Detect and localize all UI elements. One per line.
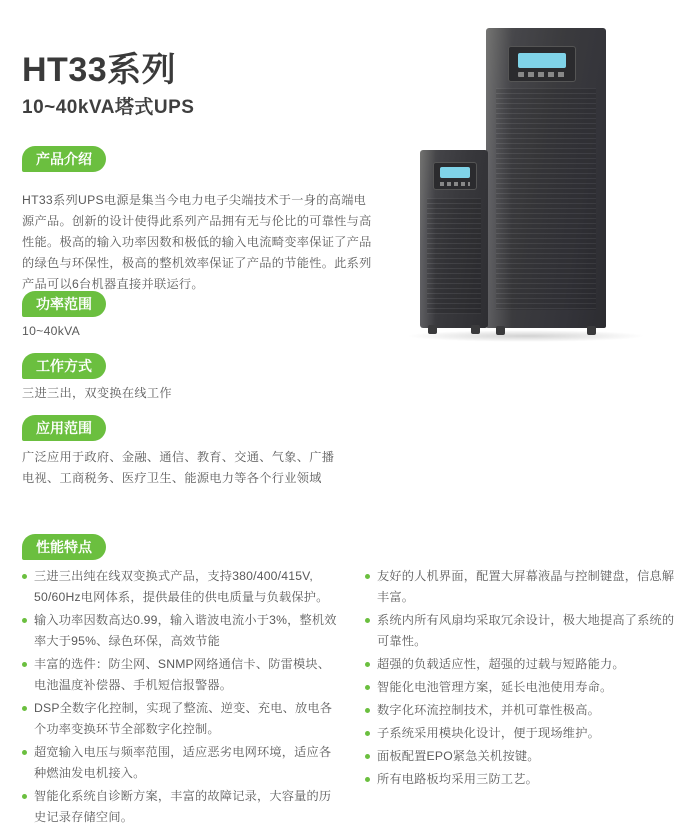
list-item-text: 三进三出纯在线双变换式产品，支持380/400/415V, 50/60Hz电网体系，提供最佳的供电质量与负载保护。 [34,569,329,604]
bullet-icon [365,731,370,736]
list-item [365,654,682,675]
list-item-text: 输入功率因数高达0.99，输入谐波电流小于3%，整机效率大于95%、绿色环保，高效节能 [34,613,337,648]
list-item-text: 系统内所有风扇均采取冗余设计，极大地提高了系统的可靠性。 [377,613,675,648]
features-right-column [365,566,682,830]
bullet-icon [365,574,370,579]
list-item-text: 丰富的选件：防尘网、SNMP网络通信卡、防雷模块、电池温度补偿器、手机短信报警器。 [34,657,331,692]
bullet-icon [365,777,370,782]
section-body-power-range: 10~40kVA [22,324,81,338]
section-body-operation-mode: 三进三出，双变换在线工作 [22,386,172,400]
bullet-icon [22,750,27,755]
list-item-text: 友好的人机界面，配置大屏幕液晶与控制键盘，信息解丰富。 [377,569,675,604]
ups-small-vents [427,198,481,314]
ups-small-control-panel [433,162,477,190]
bullet-icon [365,708,370,713]
bullet-icon [365,662,370,667]
product-shadow [406,330,646,342]
features-columns [22,566,682,830]
section-label-performance-features: 性能特点 [22,534,106,560]
lcd-screen-icon [518,53,566,68]
list-item [22,610,339,652]
list-item-text: DSP全数字化控制，实现了整流、逆变、充电、放电各个功率变换环节全部数字化控制。 [34,701,333,736]
page-title: HT33系列 [22,51,177,89]
keypad-icon [440,182,470,186]
bullet-icon [22,706,27,711]
list-item [22,786,339,828]
ups-small-foot [471,325,480,334]
ups-large-vents [496,88,596,310]
bullet-icon [365,685,370,690]
ups-large-control-panel [508,46,576,82]
bullet-icon [22,662,27,667]
list-item-text: 子系统采用模块化设计，便于现场维护。 [377,726,600,740]
list-item-text: 超宽输入电压与频率范围，适应恶劣电网环境，适应各种燃油发电机接入。 [34,745,332,780]
ups-large-foot [496,326,505,335]
list-item-text: 超强的负载适应性，超强的过载与短路能力。 [377,657,625,671]
features-left-column [22,566,339,830]
ups-small-unit [420,150,488,328]
section-label-application-scope: 应用范围 [22,415,106,441]
list-item [365,566,682,608]
section-label-product-intro: 产品介绍 [22,146,106,172]
list-item-text: 面板配置EPO紧急关机按键。 [377,749,540,763]
list-item-text: 智能化电池管理方案，延长电池使用寿命。 [377,680,613,694]
list-item [22,742,339,784]
page-subtitle: 10~40kVA塔式UPS [22,97,195,118]
list-item [365,677,682,698]
list-item [22,566,339,608]
bullet-icon [22,618,27,623]
bullet-icon [22,794,27,799]
ups-large-foot [587,326,596,335]
section-label-power-range: 功率范围 [22,291,106,317]
ups-large-unit [486,28,606,328]
bullet-icon [365,754,370,759]
section-body-product-intro: HT33系列UPS电源是集当今电力电子尖端技术于一身的高端电源产品。创新的设计使得此系列产品拥有无与伦比的可靠性与高性能。极高的输入功率因数和极低的输入电流畸变率保证了产品的绿色与环保性，极高的整机效率保证了产品的节能性。此系列产品可以6台机器直接并联运行。 [22,193,372,291]
product-image [398,18,688,338]
list-item [365,746,682,767]
list-item [365,610,682,652]
lcd-screen-icon [440,167,470,178]
bullet-icon [365,618,370,623]
list-item-text: 所有电路板均采用三防工艺。 [377,772,539,786]
ups-small-foot [428,325,437,334]
list-item [365,769,682,790]
list-item [22,698,339,740]
list-item [365,700,682,721]
section-label-operation-mode: 工作方式 [22,353,106,379]
list-item-text: 智能化系统自诊断方案，丰富的故障记录，大容量的历史记录存储空间。 [34,789,332,824]
list-item [22,654,339,696]
bullet-icon [22,574,27,579]
list-item [365,723,682,744]
list-item-text: 数字化环流控制技术，并机可靠性极高。 [377,703,600,717]
keypad-icon [518,72,566,77]
section-body-application-scope: 广泛应用于政府、金融、通信、教育、交通、气象、广播电视、工商税务、医疗卫生、能源电力等各个行业领域 [22,450,335,485]
